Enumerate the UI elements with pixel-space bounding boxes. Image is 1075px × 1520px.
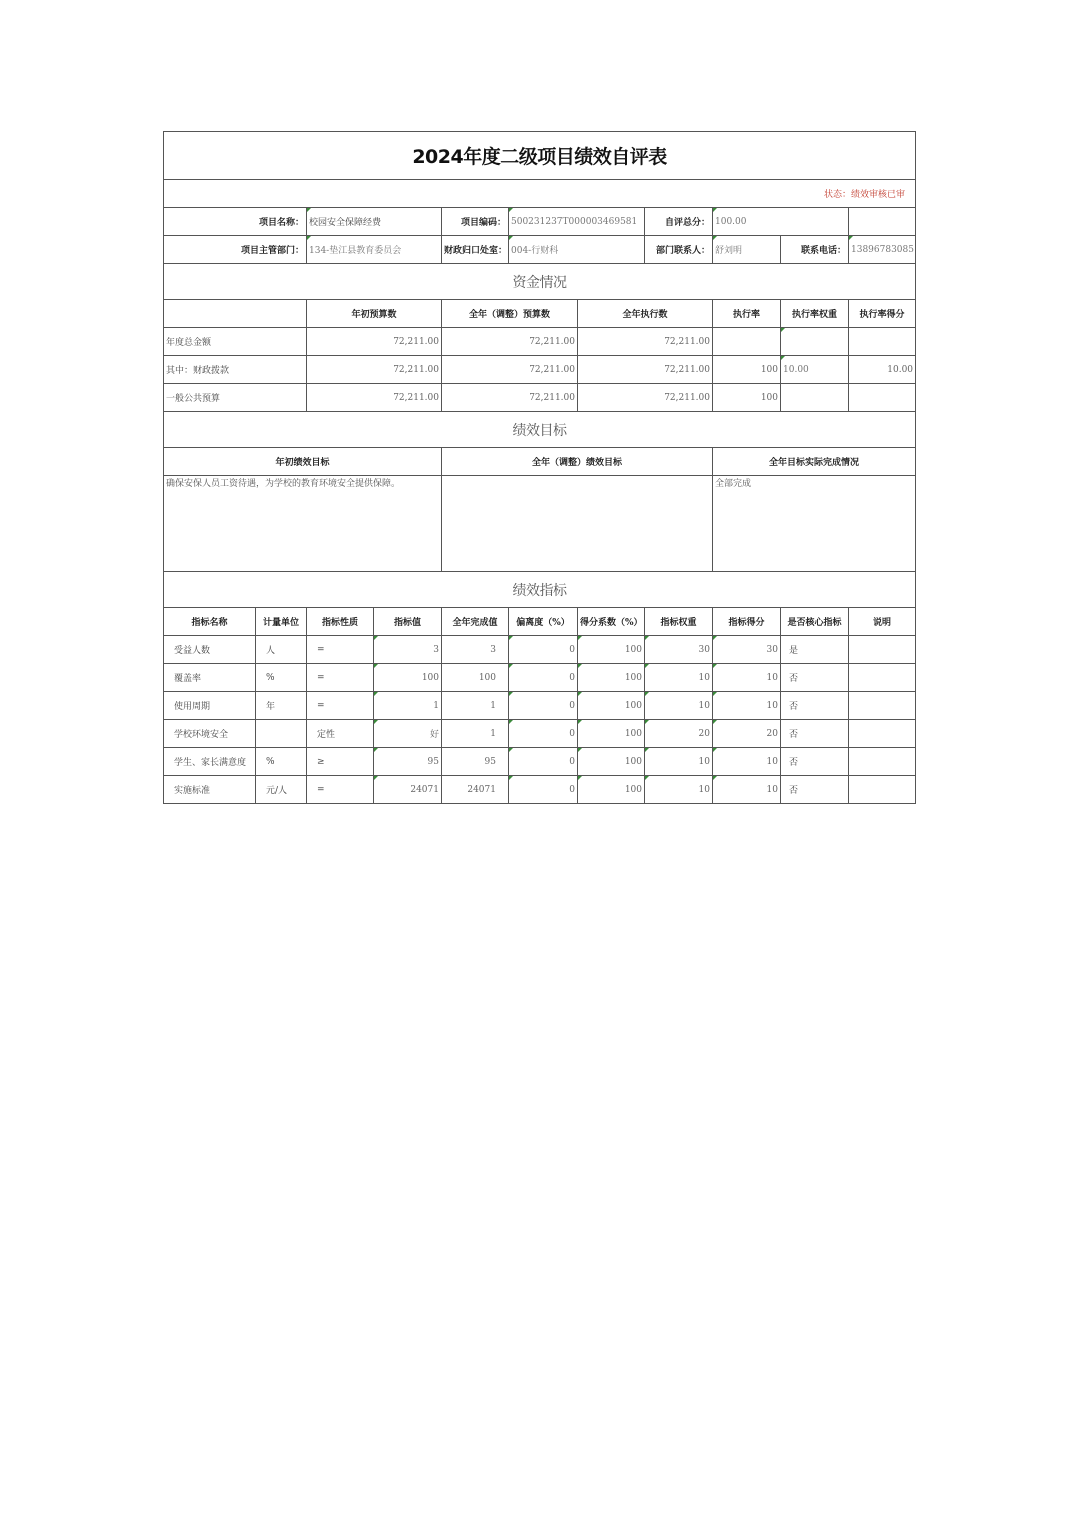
ind-name: 学校环境安全 [164, 720, 256, 748]
ind-weight: 10 [645, 692, 713, 720]
funds-score [849, 384, 916, 412]
ind-deviation: 0 [509, 748, 578, 776]
ind-unit: 人 [256, 636, 307, 664]
ind-score: 30 [713, 636, 781, 664]
goal-initial-text: 确保安保人员工资待遇，为学校的教育环境安全提供保障。 [164, 476, 442, 572]
empty-cell [849, 208, 916, 236]
funds-initial: 72,211.00 [307, 384, 442, 412]
performance-self-evaluation-table [163, 131, 916, 804]
ind-core: 否 [781, 748, 849, 776]
ind-header-weight: 指标权重 [645, 608, 713, 636]
funds-score: 10.00 [849, 356, 916, 384]
ind-actual: 3 [442, 636, 509, 664]
ind-unit [256, 720, 307, 748]
ind-header-nature: 指标性质 [307, 608, 374, 636]
funds-rate: 100 [713, 356, 781, 384]
ind-header-actual: 全年完成值 [442, 608, 509, 636]
funds-header-executed: 全年执行数 [578, 300, 713, 328]
ind-name: 覆盖率 [164, 664, 256, 692]
contact-label: 部门联系人： [645, 236, 713, 264]
funds-executed: 72,211.00 [578, 356, 713, 384]
dept-label: 项目主管部门： [164, 236, 307, 264]
finance-value: 004-行财科 [509, 236, 645, 264]
funds-weight [781, 384, 849, 412]
funds-executed: 72,211.00 [578, 384, 713, 412]
indicator-row [164, 636, 916, 664]
ind-header-note: 说明 [849, 608, 916, 636]
ind-coef: 100 [578, 664, 645, 692]
ind-deviation: 0 [509, 776, 578, 804]
goal-adjusted-text [442, 476, 713, 572]
page-title: 2024年度二级项目绩效自评表 [164, 132, 916, 180]
ind-nature: 定性 [307, 720, 374, 748]
ind-core: 否 [781, 720, 849, 748]
funds-row [164, 328, 916, 356]
score-value: 100.00 [713, 208, 849, 236]
ind-target: 好 [374, 720, 442, 748]
ind-actual: 95 [442, 748, 509, 776]
ind-core: 是 [781, 636, 849, 664]
ind-header-deviation: 偏离度（%） [509, 608, 578, 636]
ind-coef: 100 [578, 776, 645, 804]
ind-coef: 100 [578, 748, 645, 776]
ind-deviation: 0 [509, 636, 578, 664]
indicator-row [164, 776, 916, 804]
ind-deviation: 0 [509, 720, 578, 748]
ind-nature: ≥ [307, 748, 374, 776]
funds-weight: 10.00 [781, 356, 849, 384]
goals-header-initial: 年初绩效目标 [164, 448, 442, 476]
ind-unit: % [256, 664, 307, 692]
funds-section-title: 资金情况 [164, 264, 916, 300]
funds-score [849, 328, 916, 356]
ind-name: 实施标准 [164, 776, 256, 804]
funds-executed: 72,211.00 [578, 328, 713, 356]
ind-nature: = [307, 692, 374, 720]
ind-score: 20 [713, 720, 781, 748]
status-text: 状态：绩效审核已审 [164, 180, 916, 208]
ind-note [849, 776, 916, 804]
ind-target: 95 [374, 748, 442, 776]
ind-note [849, 664, 916, 692]
project-name-label: 项目名称： [164, 208, 307, 236]
goals-section-title: 绩效目标 [164, 412, 916, 448]
project-code-value: 500231237T000003469581 [509, 208, 645, 236]
project-name-value: 校园安全保障经费 [307, 208, 442, 236]
ind-header-target: 指标值 [374, 608, 442, 636]
funds-row [164, 356, 916, 384]
funds-header-adjusted: 全年（调整）预算数 [442, 300, 578, 328]
funds-rate [713, 328, 781, 356]
funds-row-label: 年度总金额 [164, 328, 307, 356]
ind-header-name: 指标名称 [164, 608, 256, 636]
funds-initial: 72,211.00 [307, 328, 442, 356]
funds-initial: 72,211.00 [307, 356, 442, 384]
ind-nature: = [307, 664, 374, 692]
ind-header-score: 指标得分 [713, 608, 781, 636]
ind-note [849, 692, 916, 720]
indicator-row [164, 720, 916, 748]
ind-target: 100 [374, 664, 442, 692]
ind-core: 否 [781, 664, 849, 692]
dept-value: 134-垫江县教育委员会 [307, 236, 442, 264]
ind-score: 10 [713, 692, 781, 720]
funds-adjusted: 72,211.00 [442, 328, 578, 356]
indicator-row [164, 664, 916, 692]
ind-score: 10 [713, 664, 781, 692]
ind-coef: 100 [578, 720, 645, 748]
funds-adjusted: 72,211.00 [442, 356, 578, 384]
ind-note [849, 720, 916, 748]
ind-coef: 100 [578, 692, 645, 720]
funds-header-initial: 年初预算数 [307, 300, 442, 328]
indicator-row [164, 748, 916, 776]
ind-weight: 30 [645, 636, 713, 664]
ind-name: 受益人数 [164, 636, 256, 664]
phone-value: 13896783085 [849, 236, 916, 264]
project-code-label: 项目编码： [442, 208, 509, 236]
funds-row-label: 一般公共预算 [164, 384, 307, 412]
phone-label: 联系电话： [781, 236, 849, 264]
ind-note [849, 748, 916, 776]
funds-rate: 100 [713, 384, 781, 412]
indicators-section-title: 绩效指标 [164, 572, 916, 608]
ind-target: 3 [374, 636, 442, 664]
funds-row [164, 384, 916, 412]
ind-header-coef: 得分系数（%） [578, 608, 645, 636]
ind-target: 1 [374, 692, 442, 720]
ind-actual: 100 [442, 664, 509, 692]
ind-nature: = [307, 636, 374, 664]
ind-deviation: 0 [509, 692, 578, 720]
funds-header-score: 执行率得分 [849, 300, 916, 328]
contact-value: 舒刘明 [713, 236, 781, 264]
funds-header-rate: 执行率 [713, 300, 781, 328]
ind-weight: 10 [645, 776, 713, 804]
finance-label: 财政归口处室： [442, 236, 509, 264]
ind-actual: 1 [442, 692, 509, 720]
ind-coef: 100 [578, 636, 645, 664]
ind-actual: 24071 [442, 776, 509, 804]
funds-row-label: 其中：财政拨款 [164, 356, 307, 384]
funds-adjusted: 72,211.00 [442, 384, 578, 412]
ind-header-core: 是否核心指标 [781, 608, 849, 636]
ind-core: 否 [781, 776, 849, 804]
goals-header-actual: 全年目标实际完成情况 [713, 448, 916, 476]
ind-header-unit: 计量单位 [256, 608, 307, 636]
ind-deviation: 0 [509, 664, 578, 692]
ind-note [849, 636, 916, 664]
indicator-row [164, 692, 916, 720]
funds-header-blank [164, 300, 307, 328]
ind-core: 否 [781, 692, 849, 720]
funds-weight [781, 328, 849, 356]
ind-unit: 年 [256, 692, 307, 720]
ind-name: 使用周期 [164, 692, 256, 720]
ind-weight: 10 [645, 664, 713, 692]
ind-weight: 10 [645, 748, 713, 776]
ind-unit: % [256, 748, 307, 776]
goal-actual-text: 全部完成 [713, 476, 916, 572]
ind-actual: 1 [442, 720, 509, 748]
ind-unit: 元/人 [256, 776, 307, 804]
ind-name: 学生、家长满意度 [164, 748, 256, 776]
ind-target: 24071 [374, 776, 442, 804]
ind-weight: 20 [645, 720, 713, 748]
ind-nature: = [307, 776, 374, 804]
ind-score: 10 [713, 776, 781, 804]
goals-header-adjusted: 全年（调整）绩效目标 [442, 448, 713, 476]
funds-header-weight: 执行率权重 [781, 300, 849, 328]
ind-score: 10 [713, 748, 781, 776]
score-label: 自评总分： [645, 208, 713, 236]
